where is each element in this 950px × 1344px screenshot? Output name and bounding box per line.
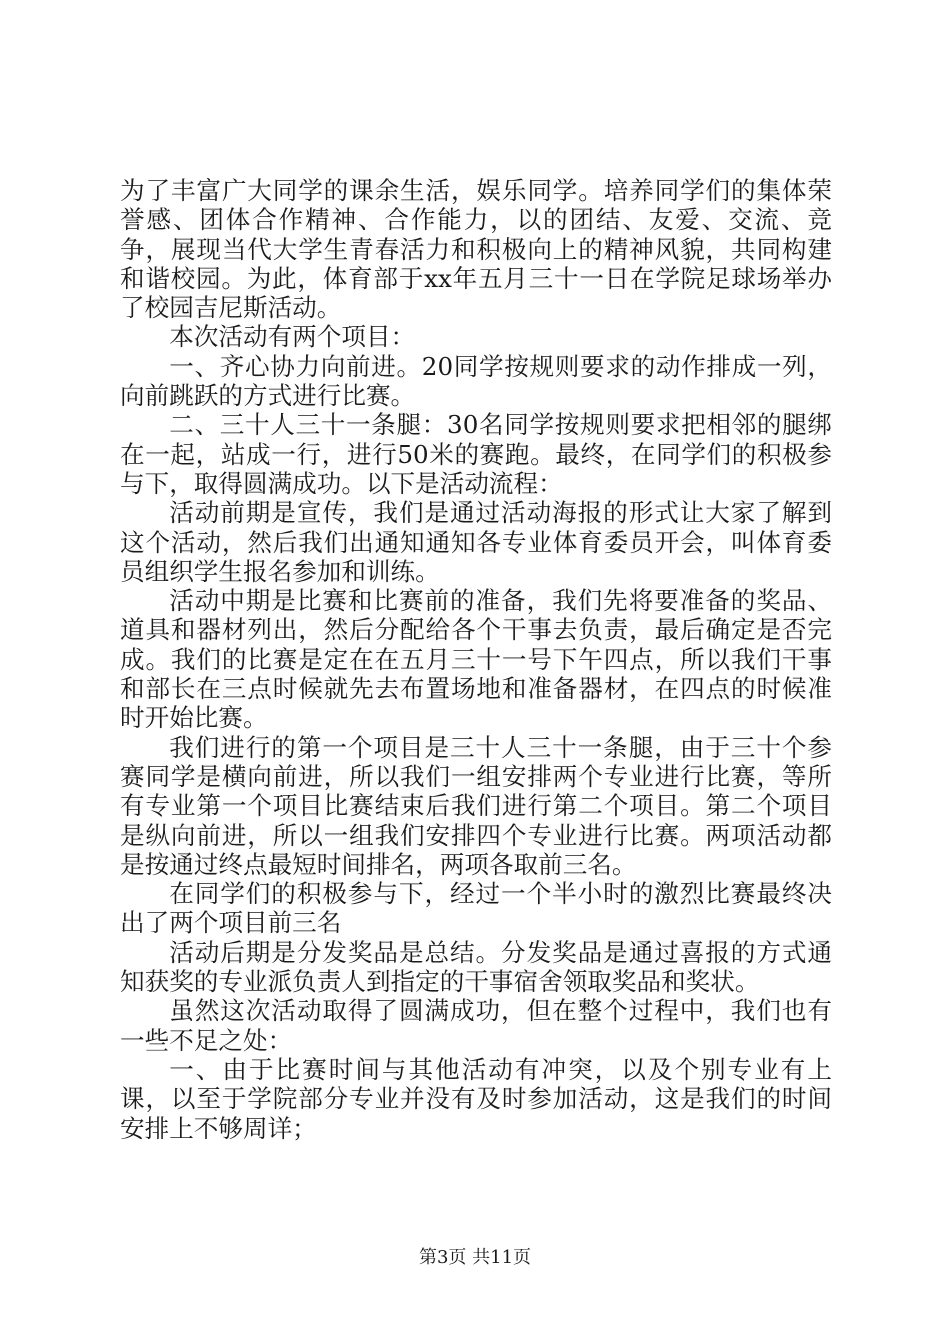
paragraph-early-stage: 活动前期是宣传，我们是通过活动海报的形式让大家了解到这个活动，然后我们出通知通知各专业体育委员开会，叫体育委员组织学生报名参加和训练。 [120,498,832,586]
paragraph-shortcoming-one: 一、由于比赛时间与其他活动有冲突，以及个别专业有上课，以至于学院部分专业并没有及时参加活动，这是我们的时间安排上不够周详； [120,1054,832,1143]
paragraph-projects-heading: 本次活动有两个项目： [169,322,416,352]
paragraph-shortcomings: 虽然这次活动取得了圆满成功，但在整个过程中，我们也有一些不足之处： [120,996,832,1055]
paragraph-project-two: 二、三十人三十一条腿：30名同学按规则要求把相邻的腿绑在一起，站成一行，进行50米的赛跑。最终，在同学们的积极参与下，取得圆满成功。以下是活动流程： [120,410,832,498]
paragraph-results: 在同学们的积极参与下，经过一个半小时的激烈比赛最终决出了两个项目前三名 [120,879,832,938]
paragraph-late-stage: 活动后期是分发奖品是总结。分发奖品是通过喜报的方式通知获奖的专业派负责人到指定的干事宿舍领取奖品和奖状。 [120,937,832,997]
paragraph-first-event: 我们进行的第一个项目是三十人三十一条腿，由于三十个参赛同学是横向前进，所以我们一组安排两个专业进行比赛，等所有专业第一个项目比赛结束后我们进行第二个项目。第二个项目是纵向前进，所以一组我们安排四个专业进行比赛。两项活动都是按通过终点最短时间排名，两项各取前三名。 [120,732,832,879]
page-number: 第3页 共11页 [418,1247,532,1268]
paragraph-intro: 为了丰富广大同学的课余生活，娱乐同学。培养同学们的集体荣誉感、团体合作精神、合作能力，以的团结、友爱、交流、竞争，展现当代大学生青春活力和积极向上的精神风貌，共同构建和谐校园。为此，体育部于xx年五月三十一日在学院足球场举办了校园吉尼斯活动。 [120,176,832,323]
page-footer [0,1243,950,1269]
document-body [120,176,832,1143]
paragraph-middle-stage: 活动中期是比赛和比赛前的准备，我们先将要准备的奖品、道具和器材列出，然后分配给各个干事去负责，最后确定是否完成。我们的比赛是定在在五月三十一号下午四点，所以我们干事和部长在三点时候就先去布置场地和准备器材，在四点的时候准时开始比赛。 [120,586,832,733]
paragraph-project-one: 一、齐心协力向前进。20同学按规则要求的动作排成一列，向前跳跃的方式进行比赛。 [120,351,832,411]
